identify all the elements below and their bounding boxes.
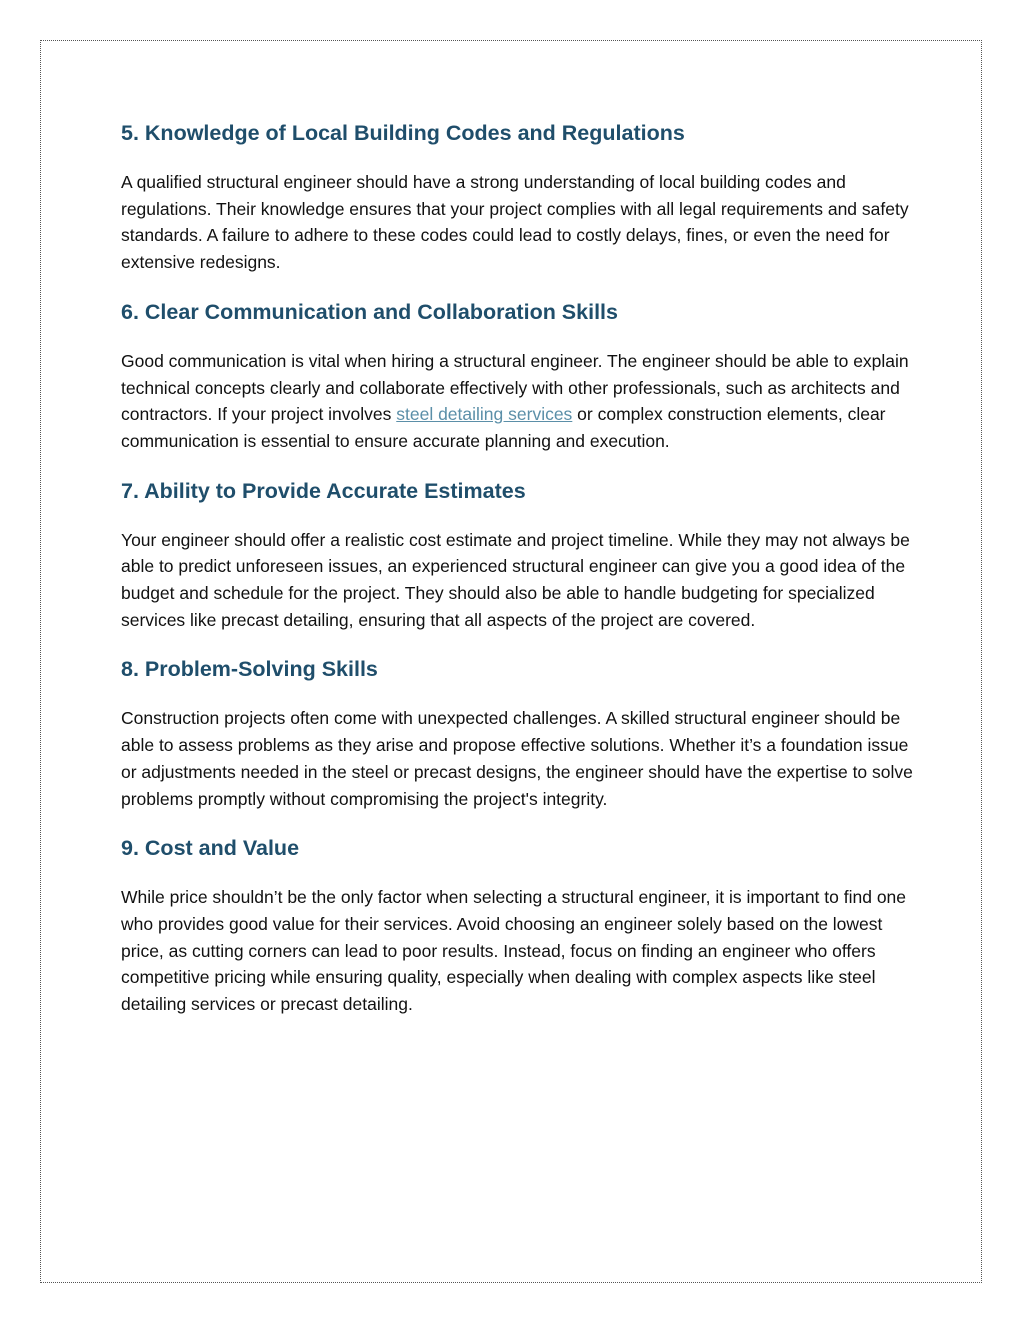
section-paragraph: A qualified structural engineer should have a strong understanding of local building codes and regulations. Their knowledge ensures that your project complies with all legal requirements and safety standards. A failure to adhere to these codes could lead to costly delays, fines, or even the need for extensive redesigns. [121,172,909,273]
section-estimates [121,475,921,634]
paragraph-text: or complex construction elements, clear communication is essential to ensure accurate planning and execution. [121,404,886,451]
section-heading: 6. Clear Communication and Collaboration Skills [121,299,618,324]
section-paragraph: While price shouldn’t be the only factor when selecting a structural engineer, it is important to find one who provides good value for their services. Avoid choosing an engineer solely based on the lowest price, as cutting corners can lead to poor results. Instead, focus on finding an engineer who offers competitive pricing while ensuring quality, especially when dealing with complex aspects like steel detailing services or precast detailing. [121,887,907,1015]
section-communication [121,296,921,455]
section-heading: 5. Knowledge of Local Building Codes and Regulations [121,121,685,145]
section-heading: 9. Cost and Value [121,836,300,861]
section-problem-solving [121,653,921,812]
section-heading: 7. Ability to Provide Accurate Estimates [121,478,526,503]
paragraph-text: Good communication is vital when hiring a structural engineer. The engineer should be able to explain technical concepts clearly and collaborate effectively with other professionals, such as architects and contractors. If your project involves [121,350,909,425]
section-cost-value [121,832,921,1018]
section-heading: 8. Problem-Solving Skills [121,657,378,682]
section-paragraph [121,348,921,455]
section-paragraph: Construction projects often come with unexpected challenges. A skilled structural engineer should be able to assess problems as they arise and propose effective solutions. Whether it’s a foundation issue or adjustments needed in the steel or precast designs, the engineer should have the expertise to solve problems promptly without compromising the project's integrity. [121,708,913,809]
document-content [121,117,921,1018]
section-building-codes [121,117,921,276]
section-paragraph: Your engineer should offer a realistic cost estimate and project timeline. While they may not always be able to predict unforeseen issues, an experienced structural engineer can give you a good idea of the budget and schedule for the project. They should also be able to handle budgeting for specialized services like precast detailing, ensuring that all aspects of the project are covered. [121,529,910,630]
steel-detailing-services-link[interactable]: steel detailing services [396,404,573,425]
